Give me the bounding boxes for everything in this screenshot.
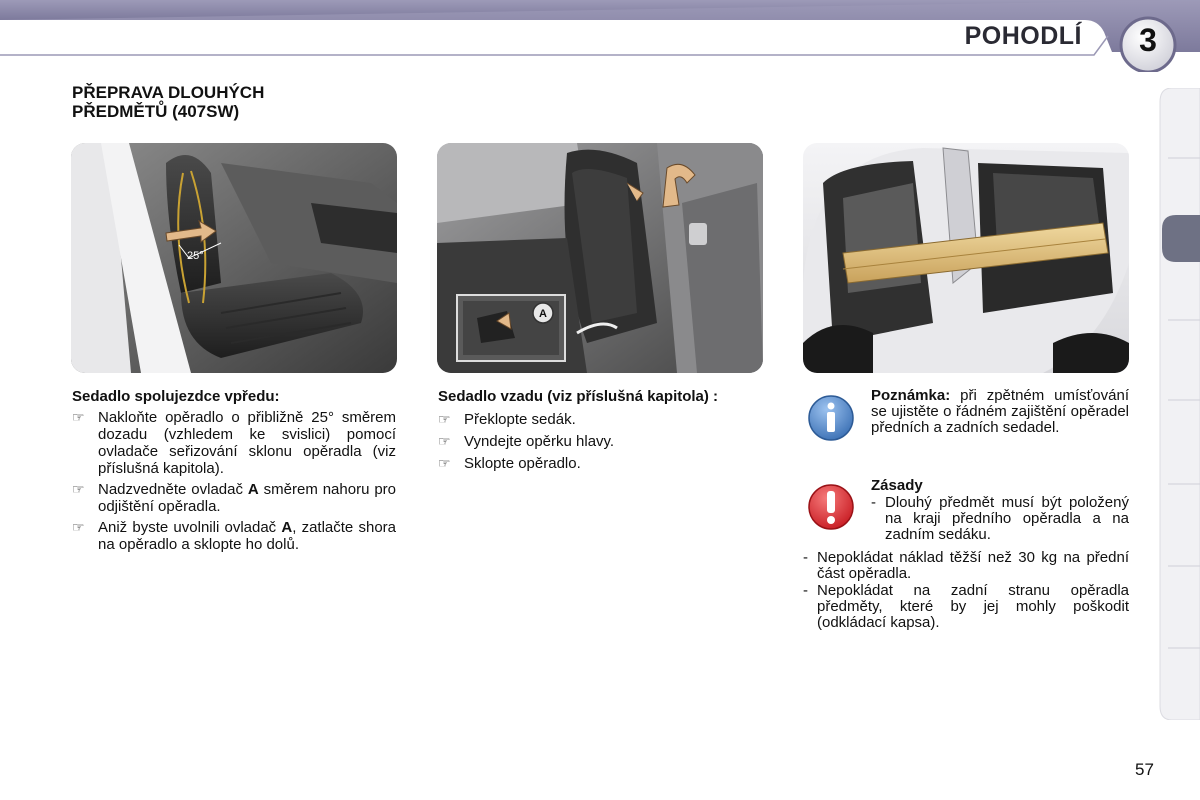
list-item-text: , zatlačte shora na opěradlo a sklopte ho dolů. <box>98 519 396 553</box>
list-item-text: Nadzvedněte ovladač <box>98 481 248 498</box>
list-item <box>438 433 762 450</box>
pointing-hand-icon: ☞ <box>72 409 85 425</box>
rear-seat-instructions <box>438 388 762 472</box>
list-item-text: Nakloňte opěradlo o přibližně 25° směrem dozadu (vzhledem ke svislici) pomocí ovladače seřizování sklonu opěradla (viz příslušná kapitola). <box>98 409 396 477</box>
warning-list <box>803 549 1129 631</box>
list-item <box>72 481 396 515</box>
list-item <box>72 409 396 477</box>
list-item-text: směrem nahoru pro odjištění opěradla. <box>98 481 397 515</box>
note-paragraph <box>871 388 1129 436</box>
list-item-text: Nepokládat na zadní stranu opěradla předměty, které by jej mohly poškodit (odkládací kapsa). <box>817 582 1129 631</box>
front-seat-instructions <box>72 388 396 553</box>
list-item-text: Aniž byste uvolnili ovladač <box>98 519 282 536</box>
pointing-hand-icon: ☞ <box>72 519 85 535</box>
dash-marker: - <box>803 549 808 566</box>
chapter-header <box>0 0 1200 70</box>
control-ref: A <box>247 481 259 498</box>
pointing-hand-icon: ☞ <box>438 411 451 427</box>
section-title-line2: PŘEDMĚTŮ (407SW) <box>72 102 240 121</box>
note-body: při zpětném umísťování se ujistěte o řádném zajištění opěradel předních a zadních sedadel. <box>871 387 1129 436</box>
page-number: 57 <box>1135 760 1154 779</box>
pointing-hand-icon: ☞ <box>438 433 451 449</box>
exclamation-icon <box>806 482 856 532</box>
warning-block <box>871 478 1129 543</box>
info-icon <box>806 393 856 443</box>
chapter-title: POHODLÍ <box>964 22 1082 50</box>
list-item <box>871 495 1129 543</box>
list-item-text: Nepokládat náklad těžší než 30 kg na přední část opěradla. <box>817 549 1129 582</box>
list-item-text: Dlouhý předmět musí být položený na kraji předního opěradla a na zadním sedáku. <box>885 494 1129 543</box>
control-ref: A <box>281 519 293 536</box>
list-item-text: Vyndejte opěrku hlavy. <box>464 433 615 450</box>
dash-marker: - <box>803 582 808 599</box>
rear-seat-heading: Sedadlo vzadu (viz příslušná kapitola) : <box>438 388 719 405</box>
list-item <box>72 519 396 553</box>
list-item <box>438 455 762 472</box>
list-item <box>803 550 1129 582</box>
chapter-tab-strip <box>1158 88 1200 720</box>
chapter-number: 3 <box>1139 22 1157 58</box>
front-seat-photo <box>71 143 397 373</box>
pointing-hand-icon: ☞ <box>438 455 451 471</box>
note-label: Poznámka: <box>871 387 951 404</box>
list-item <box>803 583 1129 631</box>
dash-marker: - <box>871 494 876 511</box>
list-item-text: Sklopte opěradlo. <box>464 455 581 472</box>
section-title-line1: PŘEPRAVA DLOUHÝCH <box>72 83 265 102</box>
list-item <box>438 411 762 428</box>
front-seat-heading: Sedadlo spolujezdce vpředu: <box>72 388 280 405</box>
section-title <box>72 83 392 121</box>
angle-label: 25° <box>187 250 204 262</box>
long-load-photo <box>803 143 1129 373</box>
warning-title: Zásady <box>871 477 923 494</box>
list-item-text: Překlopte sedák. <box>464 411 576 428</box>
rear-seat-photo <box>437 143 763 373</box>
control-a-label: A <box>539 308 547 320</box>
pointing-hand-icon: ☞ <box>72 481 85 497</box>
